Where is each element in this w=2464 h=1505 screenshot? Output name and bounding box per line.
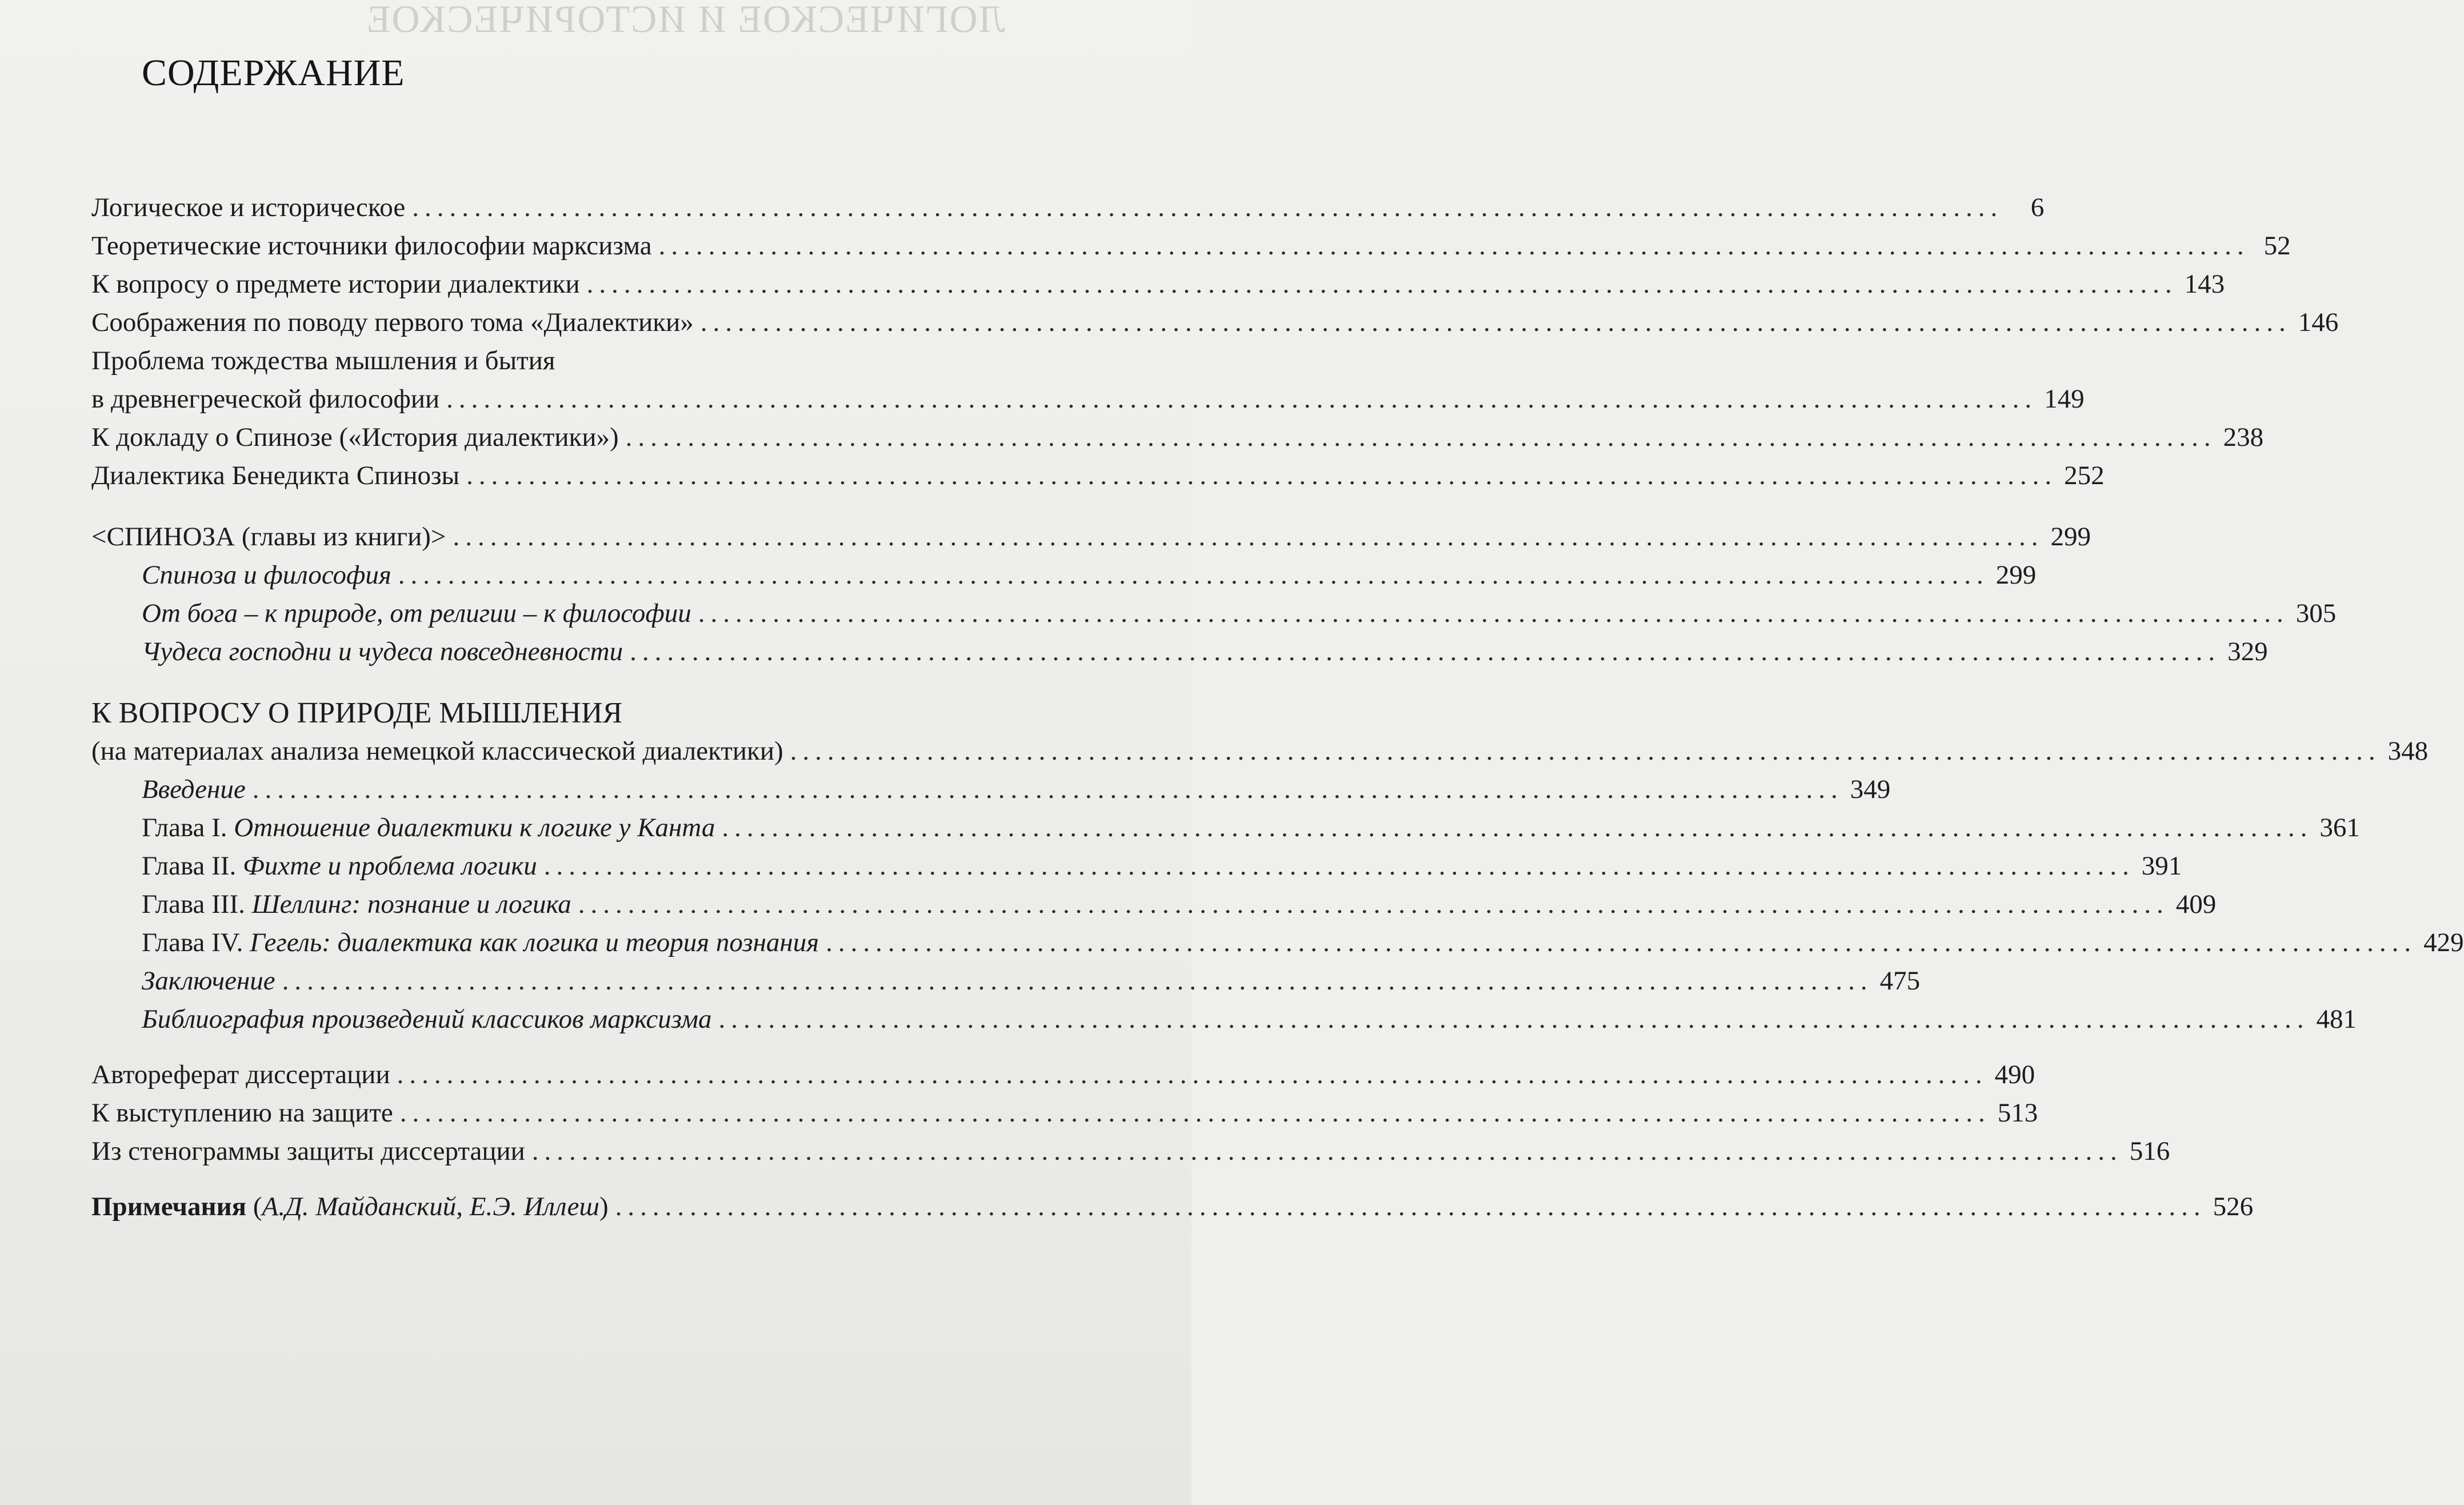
toc-entry[interactable] bbox=[91, 227, 2291, 265]
section-heading: К ВОПРОСУ О ПРИРОДЕ МЫШЛЕНИЯ bbox=[91, 697, 623, 729]
leader-dots: ................................................................................................................................ bbox=[790, 736, 2381, 766]
toc-entry[interactable] bbox=[91, 885, 2217, 924]
page-number: 299 bbox=[2050, 522, 2091, 552]
toc-entry[interactable] bbox=[91, 457, 2105, 495]
leader-dots: ................................................................................................................................ bbox=[399, 1098, 1991, 1128]
page-number: 6 bbox=[2030, 193, 2045, 222]
running-head-bleedthrough: ЛОГИЧЕСКОЕ И ИСТОРИЧЕСКОЕ bbox=[366, 0, 1005, 41]
leader-dots: ................................................................................................................................ bbox=[398, 560, 1989, 590]
toc-entry[interactable] bbox=[91, 1000, 2357, 1039]
paren-open: ( bbox=[246, 1192, 262, 1221]
entry-title bbox=[91, 1188, 609, 1226]
entry-title bbox=[142, 885, 571, 924]
table-of-contents bbox=[91, 189, 2464, 1226]
leader-dots: ................................................................................................................................ bbox=[466, 461, 2058, 490]
toc-entry[interactable] bbox=[91, 594, 2337, 633]
leader-dots: ................................................................................................................................ bbox=[397, 1060, 1988, 1089]
entry-title: Логическое и историческое bbox=[91, 193, 406, 222]
entry-title: в древнегреческой философии bbox=[91, 384, 440, 414]
page-number: 238 bbox=[2223, 422, 2264, 452]
page-number: 429 bbox=[2423, 928, 2464, 957]
page-number: 348 bbox=[2387, 736, 2429, 766]
toc-entry[interactable] bbox=[91, 518, 2091, 556]
page-number: 52 bbox=[2263, 231, 2291, 261]
entry-title: Библиография произведений классиков марксизма bbox=[142, 1004, 712, 1034]
toc-entry[interactable] bbox=[91, 771, 1891, 809]
toc-entry[interactable] bbox=[91, 1094, 2038, 1132]
page-number: 349 bbox=[1850, 775, 1891, 804]
toc-entry[interactable] bbox=[91, 304, 2339, 342]
entry-title: К выступлению на защите bbox=[91, 1098, 393, 1128]
spacer bbox=[91, 495, 1137, 518]
entry-title bbox=[142, 924, 819, 962]
page-number: 475 bbox=[1879, 966, 1921, 996]
chapter-label: Глава IV. bbox=[142, 928, 250, 957]
chapter-label: Глава I. bbox=[142, 813, 234, 843]
chapter-title: Фихте и проблема логики bbox=[242, 851, 537, 881]
entry-title: К докладу о Спинозе («История диалектики») bbox=[91, 422, 619, 452]
leader-dots: ................................................................................................................................ bbox=[718, 1004, 2310, 1034]
entry-title: Чудеса господни и чудеса повседневности bbox=[142, 637, 623, 666]
page-number: 391 bbox=[2141, 851, 2182, 881]
entry-title: Диалектика Бенедикта Спинозы bbox=[91, 461, 460, 490]
page-number: 146 bbox=[2298, 308, 2339, 337]
entry-title-line: Проблема тождества мышления и бытия bbox=[91, 346, 555, 376]
entry-title: Автореферат диссертации bbox=[91, 1060, 390, 1089]
page-number: 305 bbox=[2295, 598, 2337, 628]
chapter-label: Глава III. bbox=[142, 889, 252, 919]
page-number: 149 bbox=[2044, 384, 2085, 414]
entry-title: Теоретические источники философии марксизма bbox=[91, 231, 652, 261]
toc-entry[interactable] bbox=[91, 1188, 2254, 1226]
entry-title bbox=[142, 809, 715, 847]
page-number: 329 bbox=[2227, 637, 2268, 666]
notes-authors: А.Д. Майданский, Е.Э. Иллеш bbox=[262, 1192, 599, 1221]
notes-label: Примечания bbox=[91, 1192, 247, 1221]
toc-entry[interactable] bbox=[91, 809, 2360, 847]
leader-dots: ................................................................................................................................ bbox=[578, 889, 2169, 919]
leader-dots: ................................................................................................................................ bbox=[658, 231, 2250, 261]
toc-entry[interactable] bbox=[91, 633, 2268, 671]
page-number: 361 bbox=[2319, 813, 2360, 843]
entry-title: Введение bbox=[142, 775, 246, 804]
chapter-title: Гегель: диалектика как логика и теория познания bbox=[250, 928, 819, 957]
page-number: 252 bbox=[2064, 461, 2105, 490]
toc-entry[interactable] bbox=[91, 418, 2264, 457]
leader-dots: ................................................................................................................................ bbox=[700, 308, 2291, 337]
leader-dots: ................................................................................................................................ bbox=[625, 422, 2217, 452]
leader-dots: ................................................................................................................................ bbox=[446, 384, 2038, 414]
leader-dots: ................................................................................................................................ bbox=[586, 269, 2178, 299]
leader-dots: ................................................................................................................................ bbox=[412, 193, 2003, 222]
entry-title: Заключение bbox=[142, 966, 275, 996]
chapter-title: Отношение диалектики к логике у Канта bbox=[234, 813, 715, 843]
spacer bbox=[91, 1171, 1137, 1188]
leader-dots: ................................................................................................................................ bbox=[615, 1192, 2206, 1221]
toc-entry[interactable] bbox=[91, 265, 2225, 304]
entry-title: К вопросу о предмете истории диалектики bbox=[91, 269, 580, 299]
entry-title: Из стенограммы защиты диссертации bbox=[91, 1136, 525, 1166]
entry-title: Спиноза и философия bbox=[142, 560, 391, 590]
chapter-label: Глава II. bbox=[142, 851, 243, 881]
page-number: 299 bbox=[1995, 560, 2037, 590]
page-number: 409 bbox=[2175, 889, 2217, 919]
entry-title bbox=[142, 847, 537, 885]
leader-dots: ................................................................................................................................ bbox=[630, 637, 2221, 666]
toc-entry[interactable] bbox=[91, 732, 2429, 771]
page-number: 526 bbox=[2213, 1192, 2254, 1221]
toc-entry[interactable] bbox=[91, 962, 1921, 1000]
toc-entry[interactable] bbox=[91, 924, 2464, 962]
leader-dots: ................................................................................................................................ bbox=[698, 598, 2289, 628]
leader-dots: ................................................................................................................................ bbox=[252, 775, 1843, 804]
leader-dots: ................................................................................................................................ bbox=[722, 813, 2313, 843]
paren-close: ) bbox=[599, 1192, 609, 1221]
toc-entry[interactable] bbox=[91, 189, 2045, 227]
leader-dots: ................................................................................................................................ bbox=[531, 1136, 2123, 1166]
toc-entry[interactable] bbox=[91, 556, 2037, 594]
entry-title: (на материалах анализа немецкой классической диалектики) bbox=[91, 736, 783, 766]
leader-dots: ................................................................................................................................ bbox=[826, 928, 2417, 957]
entry-title: <СПИНОЗА (главы из книги)> bbox=[91, 522, 446, 552]
toc-entry[interactable] bbox=[91, 1132, 2170, 1171]
chapter-title: Шеллинг: познание и логика bbox=[251, 889, 571, 919]
page-number: 513 bbox=[1997, 1098, 2038, 1128]
page-number: 516 bbox=[2129, 1136, 2170, 1166]
entry-title: От бога – к природе, от религии – к философии bbox=[142, 598, 691, 628]
page-number: 481 bbox=[2316, 1004, 2357, 1034]
spacer bbox=[91, 671, 1137, 694]
page-number: 143 bbox=[2184, 269, 2225, 299]
leader-dots: ................................................................................................................................ bbox=[543, 851, 2135, 881]
leader-dots: ................................................................................................................................ bbox=[453, 522, 2044, 552]
toc-entry[interactable] bbox=[91, 380, 2085, 418]
leader-dots: ................................................................................................................................ bbox=[282, 966, 1873, 996]
toc-entry[interactable] bbox=[91, 1056, 2035, 1094]
entry-title: Соображения по поводу первого тома «Диалектики» bbox=[91, 308, 694, 337]
toc-entry[interactable] bbox=[91, 847, 2182, 885]
spacer bbox=[91, 1039, 1137, 1056]
page-number: 490 bbox=[1994, 1060, 2035, 1089]
page-title: СОДЕРЖАНИЕ bbox=[142, 52, 405, 94]
